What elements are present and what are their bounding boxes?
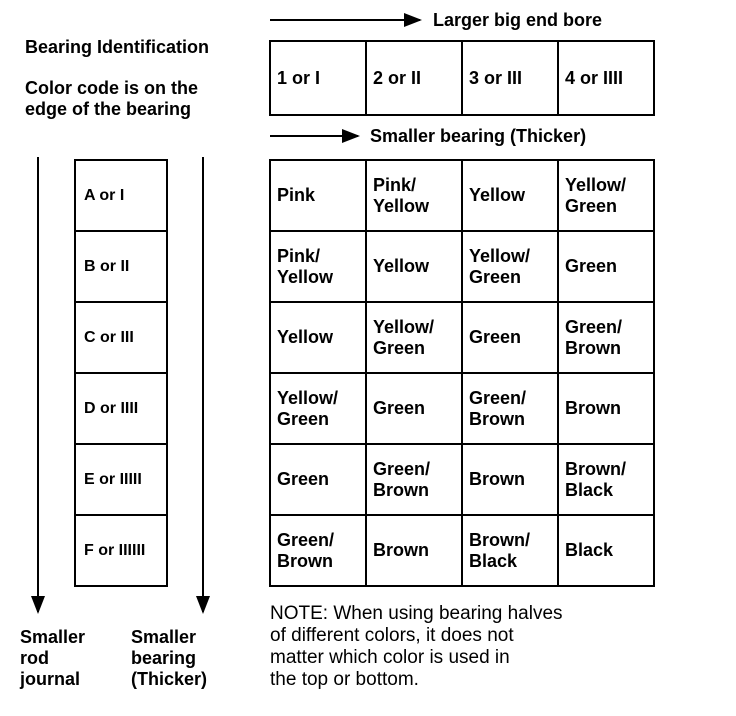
grid-cell (558, 302, 654, 373)
cell-line: Brown (565, 398, 621, 418)
row-label-table (74, 159, 168, 587)
cell-line: Brown (469, 469, 525, 489)
left-axis-label (20, 627, 85, 690)
cell-line: Brown (565, 337, 621, 358)
cell-line: Yellow (373, 256, 430, 276)
cell-line: Green (469, 266, 522, 287)
grid-row (270, 515, 654, 586)
row-label: A or I (75, 160, 167, 231)
label-line: Smaller (131, 627, 197, 647)
top-arrow-label: Larger big end bore (433, 10, 603, 30)
cell-line: Pink/ (373, 174, 417, 195)
cell-line: Green/ (373, 458, 431, 479)
grid-cell (462, 515, 558, 586)
cell-line: Green (373, 398, 426, 418)
column-header: 2 or II (366, 41, 462, 115)
grid-cell (462, 231, 558, 302)
grid-cell (270, 444, 366, 515)
middle-arrow-label: Smaller bearing (Thicker) (370, 126, 587, 146)
cell-line: Yellow/ (373, 316, 435, 337)
column-header-table (269, 40, 655, 116)
cell-line: Black (565, 479, 614, 500)
grid-cell (462, 302, 558, 373)
cell-line: Pink (277, 185, 316, 205)
cell-line: Green (565, 256, 618, 276)
cell-line: Yellow (277, 327, 334, 347)
grid-cell (270, 373, 366, 444)
cell-line: Brown (373, 479, 429, 500)
grid-cell (558, 231, 654, 302)
grid-cell (366, 515, 462, 586)
color-code-grid (269, 159, 655, 587)
cell-line: Brown (277, 550, 333, 571)
right-axis-label (131, 627, 207, 690)
label-line: (Thicker) (131, 669, 208, 689)
grid-cell (270, 160, 366, 231)
cell-line: Yellow/ (277, 387, 339, 408)
note-text (270, 603, 563, 691)
grid-cell (558, 444, 654, 515)
grid-cell (462, 160, 558, 231)
cell-line: Pink/ (277, 245, 321, 266)
grid-cell (462, 373, 558, 444)
note-line: the top or bottom. (270, 669, 419, 690)
grid-cell (558, 515, 654, 586)
grid-row (270, 373, 654, 444)
grid-cell (366, 373, 462, 444)
cell-line: Green/ (277, 529, 335, 550)
label-line: bearing (131, 648, 197, 668)
row-label: F or IIIIII (75, 515, 167, 586)
cell-line: Brown/ (565, 458, 626, 479)
cell-line: Brown/ (469, 529, 530, 550)
grid-cell (366, 160, 462, 231)
cell-line: Black (469, 550, 518, 571)
subtitle-line-1: Color code is on the (25, 78, 199, 98)
cell-line: Yellow (469, 185, 526, 205)
note-line: NOTE: When using bearing halves (270, 603, 563, 624)
cell-line: Brown (373, 540, 429, 560)
cell-line: Green (373, 337, 426, 358)
page-title: Bearing Identification (25, 37, 210, 57)
note-line: of different colors, it does not (270, 625, 514, 646)
row-label: D or IIII (75, 373, 167, 444)
cell-line: Green (469, 327, 522, 347)
grid-cell (270, 231, 366, 302)
cell-line: Green/ (565, 316, 623, 337)
label-line: Smaller (20, 627, 86, 647)
label-line: rod (20, 648, 49, 668)
column-header: 3 or III (462, 41, 558, 115)
cell-line: Green/ (469, 387, 527, 408)
grid-row (270, 302, 654, 373)
column-header: 4 or IIII (558, 41, 654, 115)
subtitle-line-2: edge of the bearing (25, 99, 192, 119)
cell-line: Green (277, 469, 330, 489)
cell-line: Green (565, 195, 618, 216)
grid-cell (366, 231, 462, 302)
grid-cell (366, 302, 462, 373)
row-label: B or II (75, 231, 167, 302)
grid-cell (270, 515, 366, 586)
grid-cell (270, 302, 366, 373)
cell-line: Brown (469, 408, 525, 429)
note-line: matter which color is used in (270, 647, 510, 668)
grid-cell (558, 373, 654, 444)
cell-line: Yellow (277, 266, 334, 287)
grid-row (270, 160, 654, 231)
grid-row (270, 444, 654, 515)
cell-line: Yellow (373, 195, 430, 216)
grid-row (270, 231, 654, 302)
row-label: E or IIIII (75, 444, 167, 515)
cell-line: Green (277, 408, 330, 429)
right-arrow-icon (270, 19, 420, 21)
down-arrow-icon (202, 157, 204, 612)
right-arrow-icon (270, 135, 358, 137)
row-label: C or III (75, 302, 167, 373)
column-header: 1 or I (270, 41, 366, 115)
grid-cell (366, 444, 462, 515)
down-arrow-icon (37, 157, 39, 612)
label-line: journal (20, 669, 81, 689)
cell-line: Black (565, 540, 614, 560)
grid-cell (462, 444, 558, 515)
cell-line: Yellow/ (565, 174, 627, 195)
grid-cell (558, 160, 654, 231)
cell-line: Yellow/ (469, 245, 531, 266)
